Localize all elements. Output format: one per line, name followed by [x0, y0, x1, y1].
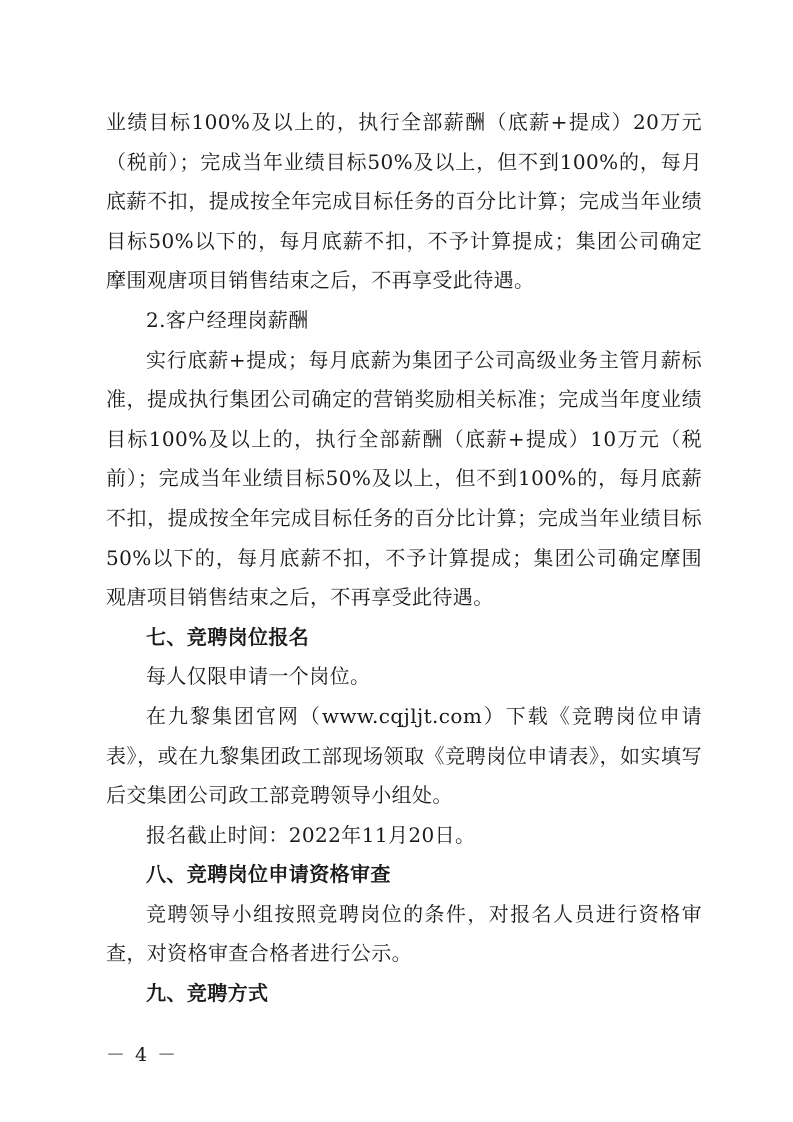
- paragraph-application-form: 在九黎集团官网（www.cqjljt.com）下载《竞聘岗位申请表》，或在九黎集团政工部现场领取《竞聘岗位申请表》，如实填写后交集团公司政工部竞聘领导小组处。: [106, 703, 702, 808]
- page-number: － 4 －: [106, 1044, 179, 1066]
- subheading-account-manager-salary: 2.客户经理岗薪酬: [146, 307, 309, 332]
- document-body: [106, 103, 702, 1014]
- paragraph-qualification-review: 竞聘领导小组按照竞聘岗位的条件，对报名人员进行资格审查，对资格审查合格者进行公示。: [106, 901, 702, 966]
- section-heading-7: 七、竞聘岗位报名: [146, 624, 310, 649]
- section-heading-8: 八、竞聘岗位申请资格审查: [146, 862, 391, 887]
- paragraph-one-position-limit: 每人仅限申请一个岗位。: [146, 664, 371, 689]
- paragraph-deadline: 报名截止时间：2022年11月20日。: [146, 822, 476, 847]
- section-heading-9: 九、竞聘方式: [146, 981, 269, 1006]
- paragraph-sales-salary-continued: 业绩目标100%及以上的，执行全部薪酬（底薪+提成）20万元（税前）；完成当年业绩目标50%及以上，但不到100%的，每月底薪不扣，提成按全年完成目标任务的百分比计算；完成当年业绩目标50%以下的，每月底薪不扣，不予计算提成；集团公司确定摩围观唐项目销售结束之后，不再享受此待遇。: [106, 110, 702, 293]
- paragraph-account-manager-salary: 实行底薪+提成；每月底薪为集团子公司高级业务主管月薪标准，提成执行集团公司确定的营销奖励相关标准；完成当年度业绩目标100%及以上的，执行全部薪酬（底薪+提成）10万元（税前）；完成当年业绩目标50%及以上，但不到100%的，每月底薪不扣，提成按全年完成目标任务的百分比计算；完成当年业绩目标50%以下的，每月底薪不扣，不予计算提成；集团公司确定摩围观唐项目销售结束之后，不再享受此待遇。: [106, 347, 702, 610]
